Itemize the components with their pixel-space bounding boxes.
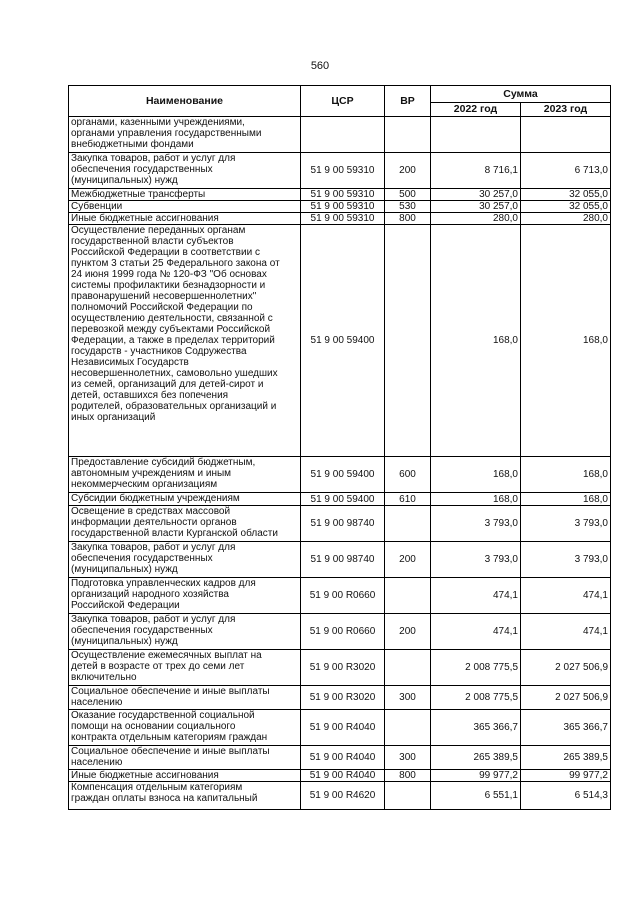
row-name-cell: Осуществление ежемесячных выплат на детей в возрасте от трех до семи лет включительно <box>69 650 301 686</box>
budget-table <box>68 85 611 810</box>
row-amount-2023-cell: 99 977,2 <box>521 770 611 782</box>
row-amount-2023-cell: 6 713,0 <box>521 153 611 189</box>
row-csr-cell: 51 9 00 59400 <box>301 457 385 493</box>
row-amount-2022-cell: 3 793,0 <box>431 506 521 542</box>
row-name-cell: Подготовка управленческих кадров для организаций народного хозяйства Российской Федерации <box>69 578 301 614</box>
table-row <box>69 201 611 213</box>
row-vr-cell: 200 <box>385 614 431 650</box>
row-name-cell: Социальное обеспечение и иные выплаты населению <box>69 746 301 770</box>
row-amount-2022-cell: 3 793,0 <box>431 542 521 578</box>
row-vr-cell <box>385 650 431 686</box>
row-name-cell: Иные бюджетные ассигнования <box>69 213 301 225</box>
row-amount-2023-cell: 365 366,7 <box>521 710 611 746</box>
table-body <box>69 117 611 810</box>
row-csr-cell: 51 9 00 R4620 <box>301 782 385 810</box>
header-vr: ВР <box>385 86 431 117</box>
row-vr-cell: 610 <box>385 493 431 506</box>
page-number: 560 <box>310 60 330 72</box>
row-vr-cell <box>385 506 431 542</box>
table-header <box>69 86 611 117</box>
table-row <box>69 225 611 457</box>
row-name-cell: Межбюджетные трансферты <box>69 189 301 201</box>
row-name-cell: органами, казенными учреждениями, органами управления государственными внебюджетными фондами <box>69 117 301 153</box>
row-amount-2023-cell: 32 055,0 <box>521 201 611 213</box>
row-csr-cell: 51 9 00 R4040 <box>301 770 385 782</box>
row-csr-cell: 51 9 00 59310 <box>301 153 385 189</box>
table-row <box>69 710 611 746</box>
row-name-cell: Иные бюджетные ассигнования <box>69 770 301 782</box>
row-csr-cell: 51 9 00 59310 <box>301 213 385 225</box>
row-amount-2023-cell: 6 514,3 <box>521 782 611 810</box>
row-amount-2022-cell: 280,0 <box>431 213 521 225</box>
row-amount-2023-cell: 2 027 506,9 <box>521 650 611 686</box>
row-amount-2023-cell: 32 055,0 <box>521 189 611 201</box>
row-amount-2023-cell: 3 793,0 <box>521 542 611 578</box>
row-csr-cell: 51 9 00 R3020 <box>301 686 385 710</box>
row-name-cell: Компенсация отдельным категориям граждан оплаты взноса на капитальный <box>69 782 301 810</box>
row-csr-cell: 51 9 00 59310 <box>301 201 385 213</box>
row-name-cell: Закупка товаров, работ и услуг для обеспечения государственных (муниципальных) нужд <box>69 542 301 578</box>
header-year-2023: 2023 год <box>521 103 611 117</box>
row-amount-2023-cell: 168,0 <box>521 457 611 493</box>
row-csr-cell: 51 9 00 98740 <box>301 506 385 542</box>
row-amount-2022-cell: 30 257,0 <box>431 201 521 213</box>
row-amount-2022-cell <box>431 117 521 153</box>
row-amount-2022-cell: 168,0 <box>431 457 521 493</box>
table-row <box>69 457 611 493</box>
row-amount-2022-cell: 474,1 <box>431 578 521 614</box>
row-csr-cell: 51 9 00 R0660 <box>301 614 385 650</box>
row-csr-cell: 51 9 00 R0660 <box>301 578 385 614</box>
row-amount-2022-cell: 8 716,1 <box>431 153 521 189</box>
table-row <box>69 614 611 650</box>
table-row <box>69 650 611 686</box>
row-csr-cell: 51 9 00 59400 <box>301 493 385 506</box>
table-row <box>69 213 611 225</box>
row-amount-2023-cell: 2 027 506,9 <box>521 686 611 710</box>
row-vr-cell: 200 <box>385 542 431 578</box>
row-amount-2023-cell: 3 793,0 <box>521 506 611 542</box>
row-amount-2023-cell: 474,1 <box>521 578 611 614</box>
row-vr-cell <box>385 225 431 457</box>
row-name-cell: Закупка товаров, работ и услуг для обеспечения государственных (муниципальных) нужд <box>69 614 301 650</box>
row-vr-cell: 200 <box>385 153 431 189</box>
row-amount-2023-cell: 280,0 <box>521 213 611 225</box>
row-amount-2023-cell: 168,0 <box>521 493 611 506</box>
row-vr-cell <box>385 578 431 614</box>
row-amount-2022-cell: 365 366,7 <box>431 710 521 746</box>
row-vr-cell: 800 <box>385 213 431 225</box>
row-amount-2022-cell: 99 977,2 <box>431 770 521 782</box>
row-csr-cell: 51 9 00 R4040 <box>301 746 385 770</box>
table-row <box>69 782 611 810</box>
row-amount-2022-cell: 474,1 <box>431 614 521 650</box>
row-amount-2022-cell: 168,0 <box>431 225 521 457</box>
row-name-cell: Осуществление переданных органам государственной власти субъектов Российской Федерации в соответствии с пунктом 3 статьи 25 Федерального закона от 24 июня 1999 года № 120-ФЗ "Об основах системы профилактики безнадзорности и правонарушений несовершеннолетних" полномочий Российской Федерации по осуществлению деятельности, связанной с перевозкой между субъектами Российской Федерации, а также в пределах территорий государств - участников Содружества Независимых Государств несовершеннолетних, самовольно ушедших из семей, организаций для детей-сирот и детей, оставшихся без попечения родителей, образовательных организаций и иных организаций <box>69 225 301 457</box>
row-vr-cell <box>385 710 431 746</box>
row-amount-2023-cell: 168,0 <box>521 225 611 457</box>
row-vr-cell <box>385 117 431 153</box>
row-amount-2022-cell: 265 389,5 <box>431 746 521 770</box>
row-amount-2022-cell: 2 008 775,5 <box>431 686 521 710</box>
row-vr-cell: 600 <box>385 457 431 493</box>
row-name-cell: Субсидии бюджетным учреждениям <box>69 493 301 506</box>
table-row <box>69 493 611 506</box>
row-name-cell: Социальное обеспечение и иные выплаты населению <box>69 686 301 710</box>
row-vr-cell: 300 <box>385 746 431 770</box>
header-year-2022: 2022 год <box>431 103 521 117</box>
header-csr: ЦСР <box>301 86 385 117</box>
row-csr-cell <box>301 117 385 153</box>
row-amount-2023-cell <box>521 117 611 153</box>
row-amount-2023-cell: 474,1 <box>521 614 611 650</box>
table-row <box>69 506 611 542</box>
row-csr-cell: 51 9 00 59400 <box>301 225 385 457</box>
row-amount-2022-cell: 2 008 775,5 <box>431 650 521 686</box>
row-name-cell: Закупка товаров, работ и услуг для обеспечения государственных (муниципальных) нужд <box>69 153 301 189</box>
table-row <box>69 746 611 770</box>
row-csr-cell: 51 9 00 98740 <box>301 542 385 578</box>
row-amount-2022-cell: 168,0 <box>431 493 521 506</box>
row-vr-cell: 530 <box>385 201 431 213</box>
table-row <box>69 770 611 782</box>
table-row <box>69 542 611 578</box>
row-name-cell: Субвенции <box>69 201 301 213</box>
row-amount-2023-cell: 265 389,5 <box>521 746 611 770</box>
row-vr-cell: 300 <box>385 686 431 710</box>
header-sum: Сумма <box>431 86 611 103</box>
table-row <box>69 117 611 153</box>
row-amount-2022-cell: 6 551,1 <box>431 782 521 810</box>
row-name-cell: Оказание государственной социальной помощи на основании социального контракта отдельным категориям граждан <box>69 710 301 746</box>
row-name-cell: Освещение в средствах массовой информации деятельности органов государственной власти Курганской области <box>69 506 301 542</box>
table-row <box>69 153 611 189</box>
table-row <box>69 189 611 201</box>
row-name-cell: Предоставление субсидий бюджетным, автономным учреждениям и иным некоммерческим организациям <box>69 457 301 493</box>
header-name: Наименование <box>69 86 301 117</box>
table-row <box>69 686 611 710</box>
row-csr-cell: 51 9 00 R4040 <box>301 710 385 746</box>
row-csr-cell: 51 9 00 59310 <box>301 189 385 201</box>
row-vr-cell: 500 <box>385 189 431 201</box>
table-row <box>69 578 611 614</box>
row-vr-cell <box>385 782 431 810</box>
row-vr-cell: 800 <box>385 770 431 782</box>
row-amount-2022-cell: 30 257,0 <box>431 189 521 201</box>
row-csr-cell: 51 9 00 R3020 <box>301 650 385 686</box>
